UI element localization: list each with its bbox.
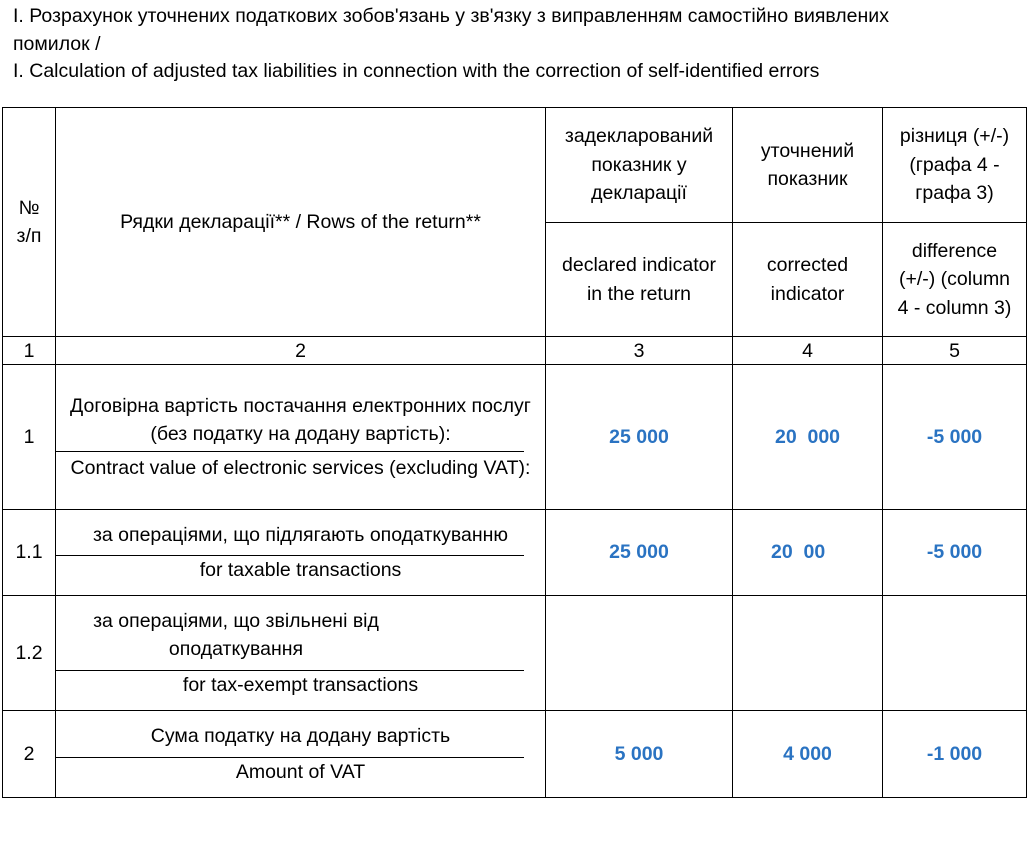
declared-value <box>546 596 733 711</box>
row-label-en: for tax-exempt transactions <box>182 673 419 696</box>
row-label-uk: за операціями, що підлягають оподаткуванню <box>92 523 509 546</box>
row-number: 1.2 <box>3 596 56 711</box>
difference-value: -1 000 <box>883 711 1027 798</box>
column-number: 5 <box>883 337 1027 365</box>
corrected-value <box>733 596 883 711</box>
column-number: 2 <box>56 337 546 365</box>
header-declared-en-label: declared indicator in the return <box>562 254 716 305</box>
corrected-value: 20 00 <box>733 510 883 596</box>
heading-line-en: І. Calculation of adjusted tax liabilities in connection with the correction of self-identified errors <box>13 60 820 82</box>
row-label <box>56 365 546 510</box>
heading-line-uk: І. Розрахунок уточнених податкових зобов'язань у зв'язку з виправленням самостійно виявлених <box>13 5 889 27</box>
difference-value <box>883 596 1027 711</box>
row-number: 1.1 <box>3 510 56 596</box>
header-num <box>3 108 56 337</box>
table-row <box>3 510 1027 596</box>
header-num-label: № з/п <box>16 196 42 247</box>
fill-line <box>56 451 524 452</box>
row-label-en: Amount of VAT <box>235 760 366 783</box>
header-corrected-uk <box>733 108 883 223</box>
table-row <box>3 596 1027 711</box>
row-label-en: for taxable transactions <box>199 559 402 581</box>
declared-value: 25 000 <box>546 510 733 596</box>
difference-value: -5 000 <box>883 365 1027 510</box>
header-declared-en <box>546 223 733 337</box>
header-rows-label: Рядки декларації** / Rows of the return** <box>120 210 481 233</box>
column-number: 1 <box>3 337 56 365</box>
header-declared-uk-label: задекларований показник у декларації <box>564 125 714 205</box>
column-number-row <box>3 337 1027 365</box>
section-heading <box>13 3 1013 86</box>
row-label-uk: за операціями, що звільнені від оподаткування <box>93 609 379 661</box>
declared-value: 5 000 <box>546 711 733 798</box>
row-label-uk: Договірна вартість постачання електронних послуг (без податку на додану вартість): <box>70 394 531 446</box>
header-difference-uk-label: різниця (+/-) (графа 4 - графа 3) <box>899 125 1010 205</box>
header-difference-en-label: difference (+/-) (column 4 - column 3) <box>897 239 1012 319</box>
declared-value: 25 000 <box>546 365 733 510</box>
row-number: 1 <box>3 365 56 510</box>
row-number: 2 <box>3 711 56 798</box>
header-rows <box>56 108 546 337</box>
column-number: 3 <box>546 337 733 365</box>
header-row-uk <box>3 108 1027 223</box>
heading-line-uk-continued: помилок / <box>13 32 101 55</box>
table-row <box>3 711 1027 798</box>
row-label-uk: Сума податку на додану вартість <box>150 725 451 747</box>
corrected-value: 4 000 <box>733 711 883 798</box>
header-difference-uk <box>883 108 1027 223</box>
row-label <box>56 596 546 711</box>
header-difference-en <box>883 223 1027 337</box>
table-row <box>3 365 1027 510</box>
column-number: 4 <box>733 337 883 365</box>
header-corrected-en-label: corrected indicator <box>766 254 849 305</box>
header-declared-uk <box>546 108 733 223</box>
calculation-table <box>2 107 1027 798</box>
row-label-en: Contract value of electronic services (excluding VAT): <box>70 456 531 479</box>
row-label <box>56 510 546 596</box>
row-label <box>56 711 546 798</box>
header-corrected-en <box>733 223 883 337</box>
difference-value: -5 000 <box>883 510 1027 596</box>
header-corrected-uk-label: уточнений показник <box>760 139 855 190</box>
corrected-value: 20 000 <box>733 365 883 510</box>
